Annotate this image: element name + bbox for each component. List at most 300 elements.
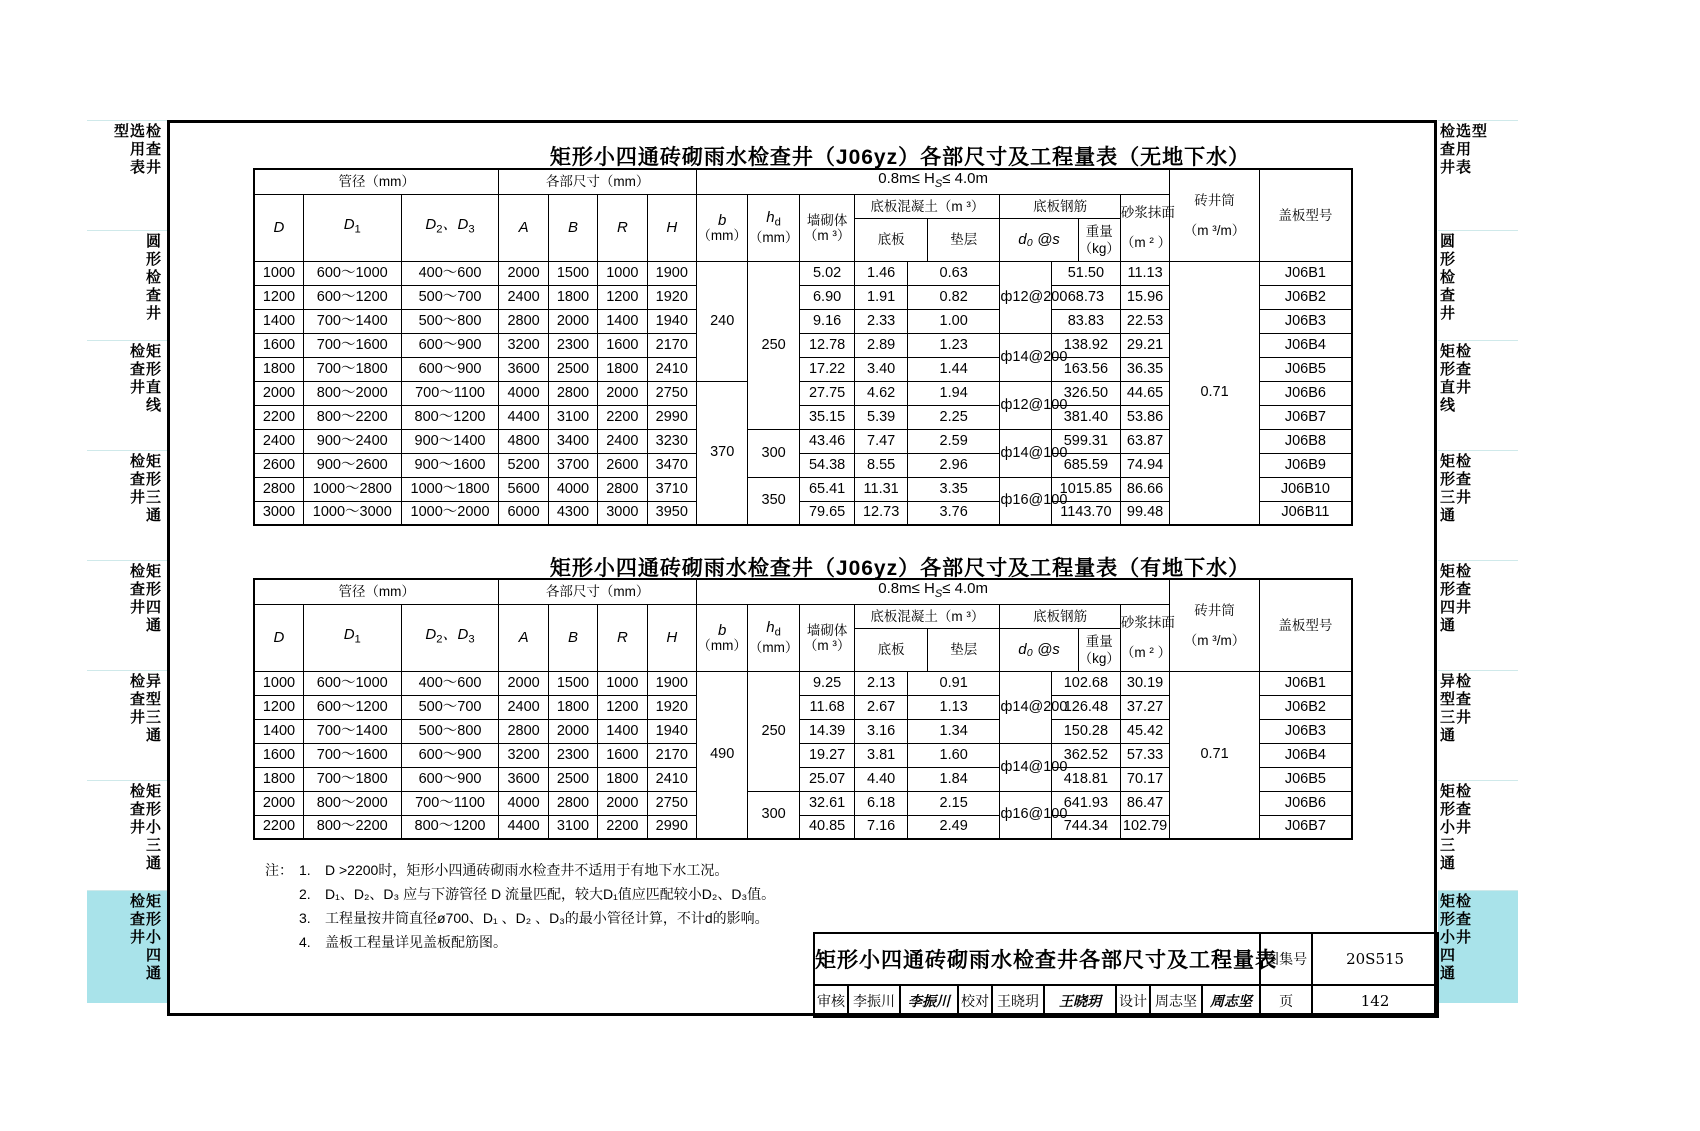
hdr-D1: $D_1$ bbox=[303, 604, 401, 671]
cell-rebar: ф16@100 bbox=[1000, 477, 1051, 525]
table-cell: 1.46 bbox=[855, 261, 907, 285]
index-char: 矩 bbox=[145, 343, 161, 360]
table-cell: 45.42 bbox=[1120, 719, 1169, 743]
index-char: 形 bbox=[1440, 471, 1456, 488]
index-char: 形 bbox=[1440, 251, 1456, 268]
table-cell: 2000 bbox=[548, 719, 597, 743]
table-cell: 2800 bbox=[598, 477, 647, 501]
index-char: 形 bbox=[145, 471, 161, 488]
index-tab-1[interactable] bbox=[87, 230, 167, 340]
index-tab-text bbox=[1440, 673, 1471, 745]
index-tab-7[interactable] bbox=[87, 890, 167, 1003]
hdr-hd: $h_d$ （mm） bbox=[748, 194, 799, 261]
note-number: 2. bbox=[299, 886, 311, 902]
index-char: 查 bbox=[1456, 361, 1472, 378]
cell-cover-type: J06B3 bbox=[1259, 309, 1352, 333]
cell-cover-type: J06B10 bbox=[1259, 477, 1352, 501]
table-cell: 2300 bbox=[548, 333, 597, 357]
table-cell: 1940 bbox=[647, 719, 696, 743]
table-cell: 0.82 bbox=[907, 285, 1000, 309]
table-cell: 1920 bbox=[647, 285, 696, 309]
index-char: 三 bbox=[145, 489, 161, 506]
table-cell: 2500 bbox=[548, 357, 597, 381]
cell-cover-type: J06B7 bbox=[1259, 815, 1352, 839]
table-cell: 2600 bbox=[254, 453, 303, 477]
index-char: 通 bbox=[145, 617, 161, 634]
table-cell: 600～900 bbox=[401, 743, 499, 767]
table-cell: 700～1800 bbox=[303, 767, 401, 791]
cell-hd: 350 bbox=[748, 477, 799, 525]
table-cell: 6.90 bbox=[799, 285, 855, 309]
index-tab-column bbox=[146, 893, 161, 983]
cell-hd: 250 bbox=[748, 261, 799, 429]
hdr-cover: 盖板型号 bbox=[1259, 169, 1352, 261]
table-row bbox=[254, 261, 1352, 285]
cell-brick: 0.71 bbox=[1170, 671, 1260, 839]
table-cell: 1800 bbox=[598, 767, 647, 791]
table-cell: 3230 bbox=[647, 429, 696, 453]
table-cell: 362.52 bbox=[1051, 743, 1120, 767]
index-char: 圆 bbox=[145, 233, 161, 250]
index-char: 井 bbox=[1456, 379, 1472, 396]
table-cell: 700～1600 bbox=[303, 743, 401, 767]
table-cell: 1600 bbox=[598, 743, 647, 767]
index-tab-text bbox=[130, 453, 161, 525]
index-char: 查 bbox=[1456, 691, 1472, 708]
index-tab-text bbox=[1440, 233, 1455, 323]
index-char: 形 bbox=[145, 581, 161, 598]
cell-cover-type: J06B1 bbox=[1259, 671, 1352, 695]
index-tab-1[interactable] bbox=[1438, 230, 1518, 340]
table-cell: 6000 bbox=[499, 501, 548, 525]
cell-rebar: ф12@100 bbox=[1000, 381, 1051, 429]
atlas-label: 图集号 bbox=[1260, 933, 1312, 985]
designer-signature: 周志坚 bbox=[1202, 985, 1260, 1017]
table-cell: 800～2000 bbox=[303, 381, 401, 405]
table-cell: 4.62 bbox=[855, 381, 907, 405]
hdr-D1: $D_1$ bbox=[303, 194, 401, 261]
table-cell: 11.68 bbox=[799, 695, 855, 719]
index-char: 检 bbox=[129, 893, 145, 910]
index-tab-0[interactable] bbox=[87, 120, 167, 230]
hdr-B: B bbox=[548, 194, 597, 261]
index-tab-column bbox=[1440, 893, 1455, 983]
index-char: 形 bbox=[1440, 361, 1456, 378]
hdr-b: b （mm） bbox=[696, 604, 747, 671]
table-cell: 2400 bbox=[499, 285, 548, 309]
table-cell: 600～1000 bbox=[303, 671, 401, 695]
index-tab-0[interactable] bbox=[1438, 120, 1518, 230]
table-cell: 800～2200 bbox=[303, 815, 401, 839]
table-cell: 35.15 bbox=[799, 405, 855, 429]
index-char: 矩 bbox=[145, 453, 161, 470]
cell-b: 240 bbox=[696, 261, 747, 381]
table-cell: 3.76 bbox=[907, 501, 1000, 525]
table-cell: 1.91 bbox=[855, 285, 907, 309]
index-tab-6[interactable] bbox=[87, 780, 167, 890]
index-char: 四 bbox=[1440, 947, 1456, 964]
index-char: 井 bbox=[1456, 599, 1472, 616]
table-row bbox=[254, 671, 1352, 695]
index-char: 用 bbox=[1456, 141, 1472, 158]
note-item bbox=[265, 882, 775, 906]
drawing-title: 矩形小四通砖砌雨水检查井各部尺寸及工程量表 bbox=[814, 933, 1260, 985]
table-cell: 1000～3000 bbox=[303, 501, 401, 525]
index-char: 直 bbox=[145, 379, 161, 396]
table-cell: 1000 bbox=[254, 671, 303, 695]
index-char: 井 bbox=[1456, 709, 1472, 726]
table-cell: 5.39 bbox=[855, 405, 907, 429]
note-text: 工程量按井筒直径ø700、D₁ 、D₂ 、D₃的最小管径计算，不计d的影响。 bbox=[325, 910, 769, 926]
table-cell: 68.73 bbox=[1051, 285, 1120, 309]
table-cell: 2800 bbox=[499, 309, 548, 333]
table2-title: 矩形小四通砖砌雨水检查井（J06yz）各部尺寸及工程量表（有地下水） bbox=[549, 557, 1251, 580]
hdr-H: H bbox=[647, 194, 696, 261]
index-char: 直 bbox=[1440, 379, 1456, 396]
table-cell: 641.93 bbox=[1051, 791, 1120, 815]
table-cell: 2200 bbox=[598, 405, 647, 429]
table-cell: 1200 bbox=[598, 695, 647, 719]
table-cell: 1000 bbox=[254, 261, 303, 285]
table-cell: 3.35 bbox=[907, 477, 1000, 501]
index-char: 查 bbox=[129, 471, 145, 488]
table-cell: 2200 bbox=[254, 405, 303, 429]
table-cell: 5.02 bbox=[799, 261, 855, 285]
table-cell: 3600 bbox=[499, 357, 548, 381]
table-cell: 3470 bbox=[647, 453, 696, 477]
cell-cover-type: J06B4 bbox=[1259, 743, 1352, 767]
hdr-D: D bbox=[254, 604, 303, 671]
index-char: 检 bbox=[129, 563, 145, 580]
table-cell: 2800 bbox=[254, 477, 303, 501]
index-char: 通 bbox=[1440, 507, 1456, 524]
index-tab-2[interactable] bbox=[1438, 340, 1518, 450]
hdr-pipe: 管径（mm） bbox=[254, 169, 499, 194]
table-cell: 1000～1800 bbox=[401, 477, 499, 501]
table-cell: 1143.70 bbox=[1051, 501, 1120, 525]
index-char: 四 bbox=[145, 599, 161, 616]
table-cell: 40.85 bbox=[799, 815, 855, 839]
note-item bbox=[265, 906, 775, 930]
cell-rebar: ф14@200 bbox=[1000, 671, 1051, 743]
index-tab-column bbox=[146, 783, 161, 873]
designer-name: 周志坚 bbox=[1150, 985, 1202, 1017]
table-cell: 0.91 bbox=[907, 671, 1000, 695]
table-cell: 2.67 bbox=[855, 695, 907, 719]
index-tab-column bbox=[1456, 453, 1471, 525]
table-cell: 2800 bbox=[548, 381, 597, 405]
table-cell: 2800 bbox=[548, 791, 597, 815]
index-tab-column bbox=[130, 893, 145, 983]
index-tab-3[interactable] bbox=[1438, 450, 1518, 560]
table-cell: 500～800 bbox=[401, 309, 499, 333]
cell-hd: 300 bbox=[748, 429, 799, 477]
index-tab-column bbox=[130, 453, 145, 525]
checker-name: 王晓玥 bbox=[992, 985, 1044, 1017]
table-cell: 4000 bbox=[548, 477, 597, 501]
index-char: 表 bbox=[129, 159, 145, 176]
table-cell: 102.68 bbox=[1051, 671, 1120, 695]
hdr-mortar: 砂浆抹面 （m ² ） bbox=[1120, 194, 1169, 261]
table-cell: 2200 bbox=[254, 815, 303, 839]
index-char: 四 bbox=[1440, 599, 1456, 616]
note-label bbox=[265, 906, 299, 930]
index-char: 三 bbox=[1440, 709, 1456, 726]
table-cell: 54.38 bbox=[799, 453, 855, 477]
atlas-number: 20S515 bbox=[1312, 933, 1438, 985]
table-cell: 1015.85 bbox=[1051, 477, 1120, 501]
table-cell: 2750 bbox=[647, 791, 696, 815]
table-cell: 2600 bbox=[598, 453, 647, 477]
table-cell: 4400 bbox=[499, 815, 548, 839]
index-char: 三 bbox=[145, 837, 161, 854]
table-cell: 600～900 bbox=[401, 767, 499, 791]
index-char: 异 bbox=[1440, 673, 1456, 690]
index-tab-3[interactable] bbox=[87, 450, 167, 560]
check-label: 校对 bbox=[958, 985, 992, 1017]
hdr-H: H bbox=[647, 604, 696, 671]
hdr-A: A bbox=[499, 604, 548, 671]
table-cell: 29.21 bbox=[1120, 333, 1169, 357]
index-char: 形 bbox=[145, 251, 161, 268]
index-char: 通 bbox=[145, 965, 161, 982]
index-char: 圆 bbox=[1440, 233, 1456, 250]
table-cell: 500～700 bbox=[401, 285, 499, 309]
table-cell: 1600 bbox=[598, 333, 647, 357]
table-cell: 2000 bbox=[254, 381, 303, 405]
table-cell: 800～2000 bbox=[303, 791, 401, 815]
cell-rebar: ф14@100 bbox=[1000, 429, 1051, 477]
cell-cover-type: J06B2 bbox=[1259, 695, 1352, 719]
table-cell: 86.66 bbox=[1120, 477, 1169, 501]
index-tab-text bbox=[1440, 893, 1471, 983]
table-cell: 400～600 bbox=[401, 261, 499, 285]
table-cell: 1600 bbox=[254, 743, 303, 767]
hdr-pipe: 管径（mm） bbox=[254, 579, 499, 604]
table-cell: 2000 bbox=[598, 791, 647, 815]
cell-cover-type: J06B6 bbox=[1259, 791, 1352, 815]
index-tab-7[interactable] bbox=[1438, 890, 1518, 1003]
table-cell: 43.46 bbox=[799, 429, 855, 453]
table-cell: 800～1200 bbox=[401, 815, 499, 839]
table-cell: 70.17 bbox=[1120, 767, 1169, 791]
cell-cover-type: J06B11 bbox=[1259, 501, 1352, 525]
index-tab-column bbox=[1440, 343, 1455, 415]
hdr-dims: 各部尺寸（mm） bbox=[499, 169, 697, 194]
table-cell: 37.27 bbox=[1120, 695, 1169, 719]
table-cell: 1.84 bbox=[907, 767, 1000, 791]
index-tab-text bbox=[130, 343, 161, 415]
table-cell: 900～1400 bbox=[401, 429, 499, 453]
index-char: 查 bbox=[1456, 801, 1472, 818]
index-char: 通 bbox=[145, 507, 161, 524]
table-cell: 83.83 bbox=[1051, 309, 1120, 333]
index-char: 通 bbox=[145, 727, 161, 744]
table-cell: 1400 bbox=[598, 309, 647, 333]
table-cell: 8.55 bbox=[855, 453, 907, 477]
index-char: 线 bbox=[1440, 397, 1456, 414]
index-tab-text bbox=[130, 783, 161, 873]
hdr-brick: 砖井筒 （m ³/m） bbox=[1170, 169, 1260, 261]
hdr-hd: $h_d$ （mm） bbox=[748, 604, 799, 671]
table-cell: 700～1100 bbox=[401, 791, 499, 815]
cell-b: 370 bbox=[696, 381, 747, 525]
table-cell: 2800 bbox=[499, 719, 548, 743]
index-char: 小 bbox=[145, 819, 161, 836]
hdr-wall: 墙砌体 （m ³） bbox=[799, 194, 855, 261]
index-tab-5[interactable] bbox=[1438, 670, 1518, 780]
hdr-range: $0.8m\le H_S\le 4.0m$ bbox=[696, 169, 1169, 194]
table-cell: 1500 bbox=[548, 261, 597, 285]
note-label bbox=[265, 882, 299, 906]
index-char: 小 bbox=[145, 929, 161, 946]
table-cell: 3000 bbox=[254, 501, 303, 525]
index-char: 井 bbox=[129, 929, 145, 946]
table-cell: 1.34 bbox=[907, 719, 1000, 743]
index-tab-2[interactable] bbox=[87, 340, 167, 450]
table-cell: 326.50 bbox=[1051, 381, 1120, 405]
review-label: 审核 bbox=[814, 985, 848, 1017]
table-cell: 418.81 bbox=[1051, 767, 1120, 791]
index-char: 井 bbox=[1440, 159, 1456, 176]
hdr-mortar: 砂浆抹面 （m ² ） bbox=[1120, 604, 1169, 671]
table-cell: 9.16 bbox=[799, 309, 855, 333]
index-tab-6[interactable] bbox=[1438, 780, 1518, 890]
table-cell: 12.73 bbox=[855, 501, 907, 525]
table-cell: 744.34 bbox=[1051, 815, 1120, 839]
table-cell: 1000 bbox=[598, 261, 647, 285]
table-cell: 1920 bbox=[647, 695, 696, 719]
index-char: 查 bbox=[129, 691, 145, 708]
table-cell: 1.13 bbox=[907, 695, 1000, 719]
index-char: 三 bbox=[1440, 489, 1456, 506]
index-char: 检 bbox=[1440, 123, 1456, 140]
index-char: 查 bbox=[145, 287, 161, 304]
index-char: 检 bbox=[1440, 269, 1456, 286]
table-cell: 2400 bbox=[499, 695, 548, 719]
index-tab-text bbox=[1440, 783, 1471, 873]
table-cell: 27.75 bbox=[799, 381, 855, 405]
table-cell: 1900 bbox=[647, 671, 696, 695]
index-tab-text bbox=[146, 233, 161, 323]
index-char: 矩 bbox=[1440, 783, 1456, 800]
index-char: 形 bbox=[1440, 911, 1456, 928]
index-char: 井 bbox=[145, 305, 161, 322]
note-label: 注： bbox=[265, 862, 293, 878]
table-cell: 3100 bbox=[548, 405, 597, 429]
cell-cover-type: J06B9 bbox=[1259, 453, 1352, 477]
index-char: 井 bbox=[145, 159, 161, 176]
table-cell: 4.40 bbox=[855, 767, 907, 791]
table-cell: 53.86 bbox=[1120, 405, 1169, 429]
table-cell: 138.92 bbox=[1051, 333, 1120, 357]
table-cell: 600～1200 bbox=[303, 285, 401, 309]
note-item bbox=[265, 858, 775, 882]
table-cell: 2750 bbox=[647, 381, 696, 405]
reviewer-signature: 李振川 bbox=[900, 985, 958, 1017]
index-char: 检 bbox=[145, 269, 161, 286]
table-cell: 2410 bbox=[647, 767, 696, 791]
table-cell: 1800 bbox=[548, 695, 597, 719]
table-cell: 15.96 bbox=[1120, 285, 1169, 309]
cell-hd: 300 bbox=[748, 791, 799, 839]
design-label: 设计 bbox=[1116, 985, 1150, 1017]
index-tab-column bbox=[130, 673, 145, 745]
hdr-concrete: 底板混凝土（m ³） 底板 垫层 bbox=[855, 604, 1000, 671]
index-char: 查 bbox=[129, 801, 145, 818]
table-cell: 700～1600 bbox=[303, 333, 401, 357]
table-cell: 1500 bbox=[548, 671, 597, 695]
index-tab-5[interactable] bbox=[87, 670, 167, 780]
table-cell: 600～900 bbox=[401, 357, 499, 381]
index-char: 矩 bbox=[1440, 563, 1456, 580]
index-char: 形 bbox=[1440, 801, 1456, 818]
table-cell: 3200 bbox=[499, 333, 548, 357]
table-cell: 4000 bbox=[499, 381, 548, 405]
index-char: 检 bbox=[129, 673, 145, 690]
checker-signature: 王晓玥 bbox=[1044, 985, 1116, 1017]
index-char: 形 bbox=[145, 801, 161, 818]
index-tab-column bbox=[146, 453, 161, 525]
index-char: 矩 bbox=[145, 893, 161, 910]
table-cell: 3400 bbox=[548, 429, 597, 453]
table-with-groundwater bbox=[253, 578, 1353, 840]
table-cell: 2410 bbox=[647, 357, 696, 381]
table-cell: 1940 bbox=[647, 309, 696, 333]
table-cell: 32.61 bbox=[799, 791, 855, 815]
index-char: 检 bbox=[1456, 893, 1472, 910]
table-cell: 3000 bbox=[598, 501, 647, 525]
hdr-B: B bbox=[548, 604, 597, 671]
table-cell: 0.63 bbox=[907, 261, 1000, 285]
index-char: 型 bbox=[1440, 691, 1456, 708]
index-tab-text bbox=[130, 893, 161, 983]
cell-cover-type: J06B5 bbox=[1259, 767, 1352, 791]
table-cell: 51.50 bbox=[1051, 261, 1120, 285]
index-char: 井 bbox=[1456, 819, 1472, 836]
index-char: 型 bbox=[145, 691, 161, 708]
cell-cover-type: J06B2 bbox=[1259, 285, 1352, 309]
table-cell: 900～2600 bbox=[303, 453, 401, 477]
table-cell: 500～800 bbox=[401, 719, 499, 743]
table-cell: 2990 bbox=[647, 405, 696, 429]
index-char: 用 bbox=[129, 141, 145, 158]
index-tab-column bbox=[130, 343, 145, 415]
index-tab-column bbox=[1440, 673, 1455, 745]
reviewer-name: 李振川 bbox=[848, 985, 900, 1017]
note-label bbox=[265, 930, 299, 954]
table-cell: 1000 bbox=[598, 671, 647, 695]
cell-cover-type: J06B8 bbox=[1259, 429, 1352, 453]
table-cell: 19.27 bbox=[799, 743, 855, 767]
table-cell: 700～1400 bbox=[303, 309, 401, 333]
table-cell: 150.28 bbox=[1051, 719, 1120, 743]
index-char: 通 bbox=[145, 855, 161, 872]
note-text: D >2200时，矩形小四通砖砌雨水检查井不适用于有地下水工况。 bbox=[325, 862, 729, 878]
table-cell: 1.23 bbox=[907, 333, 1000, 357]
table-cell: 11.13 bbox=[1120, 261, 1169, 285]
index-char: 矩 bbox=[1440, 453, 1456, 470]
index-char: 选 bbox=[1456, 123, 1472, 140]
hdr-b: b （mm） bbox=[696, 194, 747, 261]
index-char: 矩 bbox=[145, 783, 161, 800]
table-cell: 57.33 bbox=[1120, 743, 1169, 767]
table-cell: 600～1000 bbox=[303, 261, 401, 285]
hdr-R: R bbox=[598, 604, 647, 671]
table-cell: 2170 bbox=[647, 743, 696, 767]
table-cell: 1900 bbox=[647, 261, 696, 285]
index-char: 形 bbox=[145, 911, 161, 928]
